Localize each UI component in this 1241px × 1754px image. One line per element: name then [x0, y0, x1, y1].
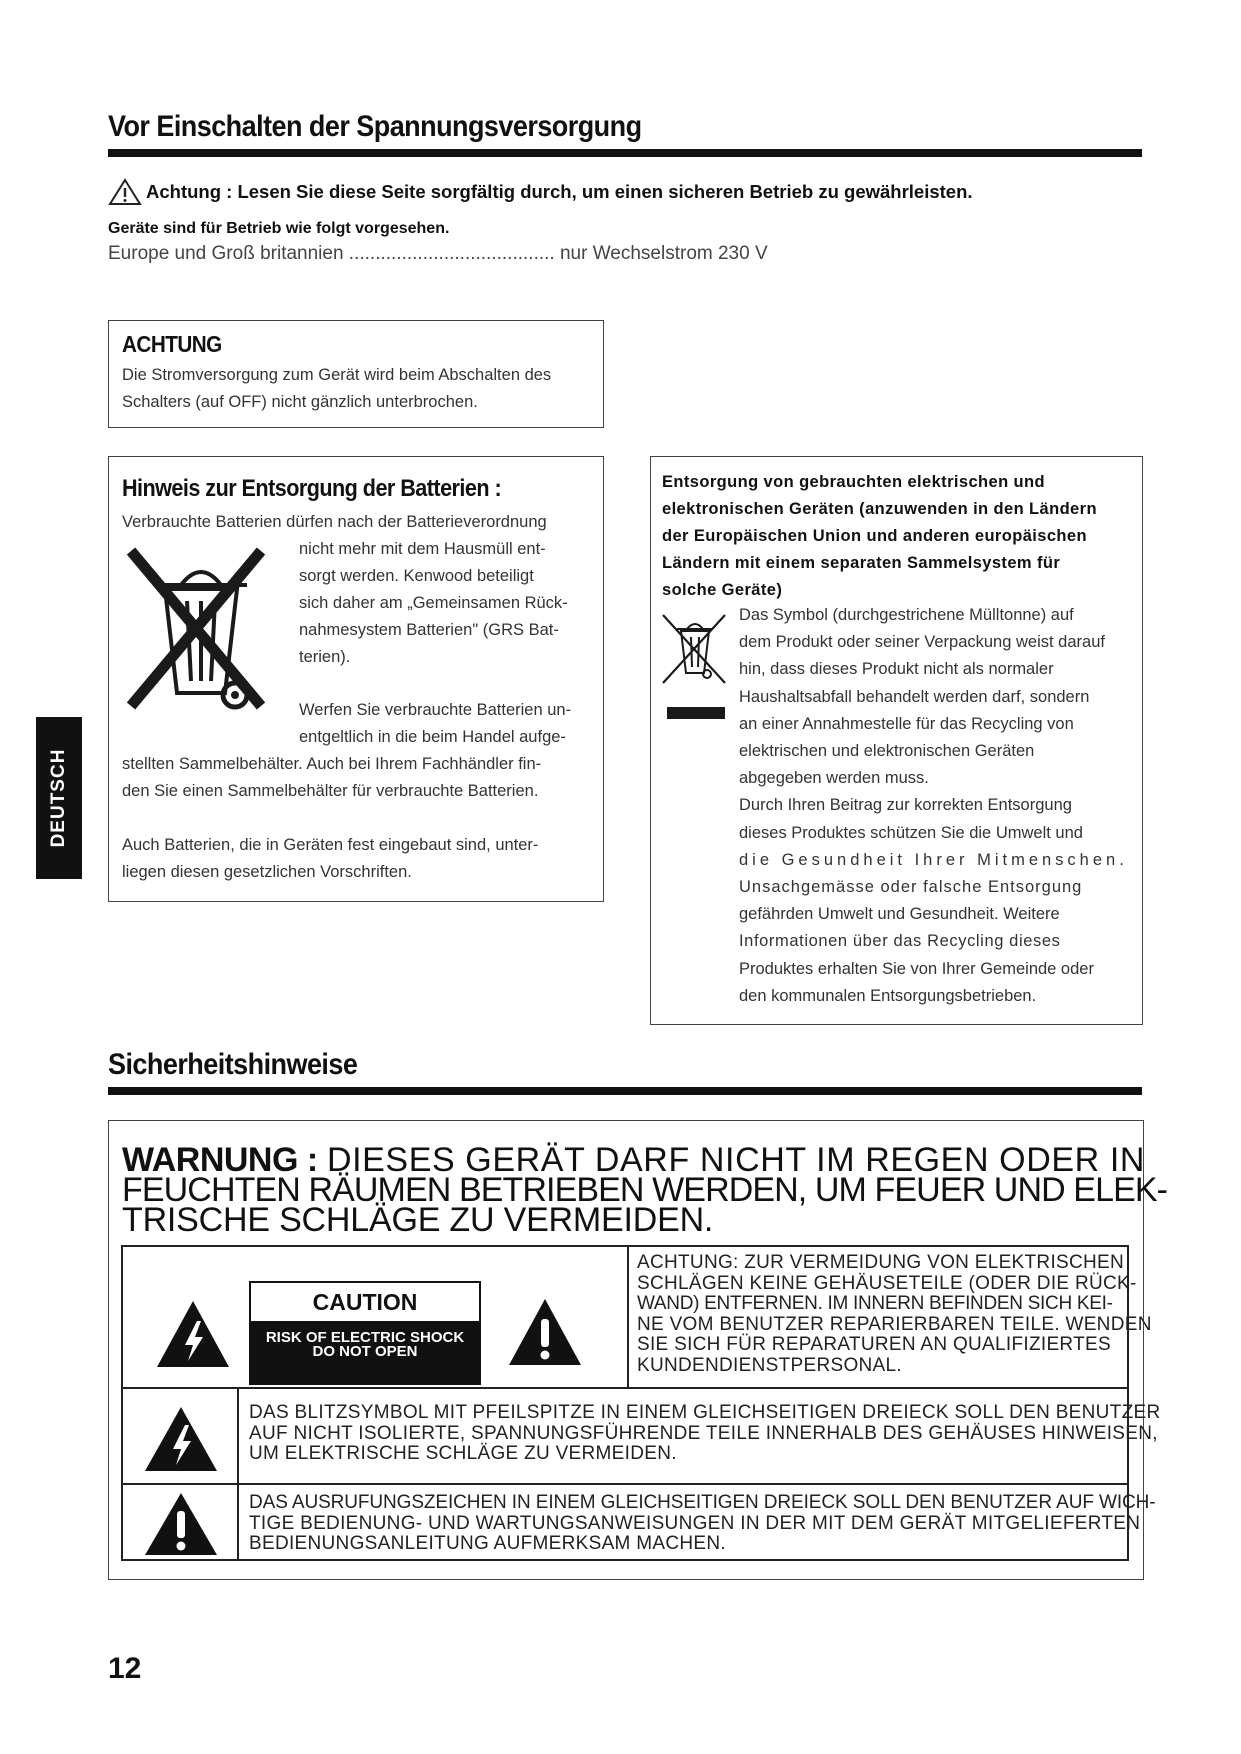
warning-box — [108, 1120, 1168, 1580]
lightning-desc-line-2: AUF NICHT ISOLIERTE, SPANNUNGSFÜHRENDE TEILE INNERHALB DES GEHÄUSES HINWEISEN, — [249, 1422, 1158, 1444]
battery-right-line-1: nicht mehr mit dem Hausmüll ent- — [299, 540, 546, 558]
exclaim-desc-line-2: TIGE BEDIENUNG- UND WARTUNGSANWEISUNGEN IN DER MIT DEM GERÄT MITGELIEFERTEN — [249, 1512, 1141, 1534]
weee-body-line-2: dem Produkt oder seiner Verpackung weist darauf — [739, 633, 1105, 652]
designed-for-text: Geräte sind für Betrieb wie folgt vorgesehen. — [108, 220, 450, 237]
warning-line-1: DIESES GERÄT DARF NICHT IM REGEN ODER IN — [326, 1141, 1146, 1179]
weee-body-line-6: elektrischen und elektronischen Geräten — [739, 742, 1035, 761]
weee-body-line-13: Informationen über das Recycling dieses — [739, 932, 1061, 951]
symbol-table — [121, 1245, 1161, 1561]
exclaim-desc-line-3: BEDIENUNGSANLEITUNG AUFMERKSAM MACHEN. — [249, 1533, 726, 1554]
achtung-title: ACHTUNG — [122, 331, 222, 357]
lightning-triangle-icon-2 — [143, 1405, 219, 1473]
battery-intro: Verbrauchte Batterien dürfen nach der Batterieverordnung — [122, 513, 547, 531]
weee-body-line-3: hin, dass dieses Produkt nicht als normaler — [739, 660, 1054, 679]
col-divider — [627, 1247, 629, 1387]
achtung-caps-line-1: ACHTUNG: ZUR VERMEIDUNG VON ELEKTRISCHEN — [637, 1252, 1125, 1273]
row-divider — [123, 1483, 1127, 1485]
weee-body-line-4: Haushaltsabfall behandelt werden darf, sondern — [739, 687, 1090, 706]
lightning-triangle-icon — [155, 1299, 231, 1369]
exclamation-triangle-icon — [507, 1297, 583, 1367]
achtung-box — [108, 320, 604, 428]
weee-body-line-5: an einer Annahmestelle für das Recycling von — [739, 714, 1074, 733]
weee-body-line-11: Unsachgemässe oder falsche Entsorgung — [739, 878, 1083, 897]
battery-right-line-2: sorgt werden. Kenwood beteiligt — [299, 567, 534, 585]
weee-title-line-3: der Europäischen Union und anderen europäischen — [662, 527, 1087, 545]
achtung-caps-line-4: NE VOM BENUTZER REPARIERBAREN TEILE. WENDEN — [637, 1313, 1152, 1335]
weee-bin-icon — [659, 609, 729, 727]
achtung-line-2: Schalters (auf OFF) nicht gänzlich unterbrochen. — [122, 393, 478, 411]
caution-label: CAUTION — [312, 1289, 418, 1315]
weee-body-line-8: Durch Ihren Beitrag zur korrekten Entsorgung — [739, 796, 1072, 815]
weee-title-line-5: solche Geräte) — [662, 581, 783, 599]
battery-right2-line-2: entgeltlich in die beim Handel aufge- — [299, 728, 566, 746]
warning-line-3: TRISCHE SCHLÄGE ZU VERMEIDEN. — [122, 1201, 714, 1239]
weee-title-line-2: elektronischen Geräten (anzuwenden in den Ländern — [662, 500, 1097, 518]
weee-body-line-14: Produktes erhalten Sie von Ihrer Gemeinde oder — [739, 959, 1094, 978]
warning-line-2: FEUCHTEN RÄUMEN BETRIEBEN WERDEN, UM FEUER UND ELEK- — [122, 1171, 1168, 1209]
weee-title-line-1: Entsorgung von gebrauchten elektrischen und — [662, 473, 1045, 491]
exclaim-desc-line-1: DAS AUSRUFUNGSZEICHEN IN EINEM GLEICHSEITIGEN DREIECK SOLL DEN BENUTZER AUF WICH- — [249, 1492, 1156, 1513]
heading-rule-2 — [108, 1087, 1142, 1095]
achtung-caps-line-6: KUNDENDIENSTPERSONAL. — [637, 1354, 902, 1376]
heading-rule — [108, 149, 1142, 157]
lightning-desc-line-1: DAS BLITZSYMBOL MIT PFEILSPITZE IN EINEM GLEICHSEITIGEN DREIECK SOLL DEN BENUTZER — [249, 1402, 1161, 1423]
weee-body-line-10: die Gesundheit Ihrer Mitmenschen. — [739, 850, 1128, 869]
weee-body-line-9: dieses Produktes schützen Sie die Umwelt und — [739, 823, 1083, 842]
warning-triangle-icon — [108, 178, 142, 206]
language-tab — [36, 717, 82, 879]
battery-last-line-2: liegen diesen gesetzlichen Vorschriften. — [122, 863, 412, 881]
col-divider — [237, 1387, 239, 1559]
achtung-caps-line-2: SCHLÄGEN KEINE GEHÄUSETEILE (ODER DIE RÜCK- — [637, 1272, 1137, 1294]
warning-label: WARNUNG : — [122, 1141, 318, 1179]
weee-body-line-15: den kommunalen Entsorgungsbetrieben. — [739, 986, 1037, 1005]
battery-right-line-4: nahmesystem Batterien" (GRS Bat- — [299, 621, 559, 639]
caution-label-panel — [249, 1281, 481, 1385]
weee-body-line-12: gefährden Umwelt und Gesundheit. Weitere — [739, 905, 1060, 924]
weee-body-line-7: abgegeben werden muss. — [739, 769, 929, 788]
caution-line: Achtung : Lesen Sie diese Seite sorgfältig durch, um einen sicheren Betrieb zu gewährleisten. — [146, 181, 973, 202]
battery-right-line-5: terien). — [299, 648, 351, 666]
row-divider — [123, 1387, 1127, 1389]
region-voltage-line: Europe und Groß britannien ....................................... nur Wechselstrom 230 V — [108, 243, 768, 264]
weee-disposal-box — [650, 456, 1143, 1025]
section-heading-safety: Sicherheitshinweise — [108, 1048, 358, 1081]
crossed-bin-icon — [121, 541, 271, 713]
page-number: 12 — [108, 1652, 142, 1685]
achtung-line-1: Die Stromversorgung zum Gerät wird beim Abschalten des — [122, 366, 552, 384]
battery-full-line-1: stellten Sammelbehälter. Auch bei Ihrem Fachhändler fin- — [122, 755, 542, 773]
shock-line-2: DO NOT OPEN — [312, 1343, 418, 1360]
battery-last-line-1: Auch Batterien, die in Geräten fest eingebaut sind, unter- — [122, 836, 539, 854]
battery-right-line-3: sich daher am „Gemeinsamen Rück- — [299, 594, 568, 612]
language-tab-label: DEUTSCH — [48, 748, 69, 848]
achtung-caps-line-3: WAND) ENTFERNEN. IM INNERN BEFINDEN SICH KEI- — [637, 1293, 1113, 1314]
weee-body-line-1: Das Symbol (durchgestrichene Mülltonne) auf — [739, 606, 1074, 624]
achtung-caps-line-5: SIE SICH FÜR REPARATUREN AN QUALIFIZIERTES — [637, 1334, 1111, 1355]
battery-right2-line-1: Werfen Sie verbrauchte Batterien un- — [299, 701, 572, 719]
weee-title-line-4: Ländern mit einem separaten Sammelsystem für — [662, 554, 1061, 572]
battery-disposal-box — [108, 456, 604, 902]
lightning-desc-line-3: UM ELEKTRISCHE SCHLÄGE ZU VERMEIDEN. — [249, 1443, 677, 1464]
shock-line-1: RISK OF ELECTRIC SHOCK — [265, 1329, 465, 1346]
battery-full-line-2: den Sie einen Sammelbehälter für verbrauchte Batterien. — [122, 782, 539, 800]
exclamation-triangle-icon-2 — [143, 1491, 219, 1557]
battery-title: Hinweis zur Entsorgung der Batterien : — [122, 475, 502, 502]
section-heading-power: Vor Einschalten der Spannungsversorgung — [108, 110, 642, 143]
